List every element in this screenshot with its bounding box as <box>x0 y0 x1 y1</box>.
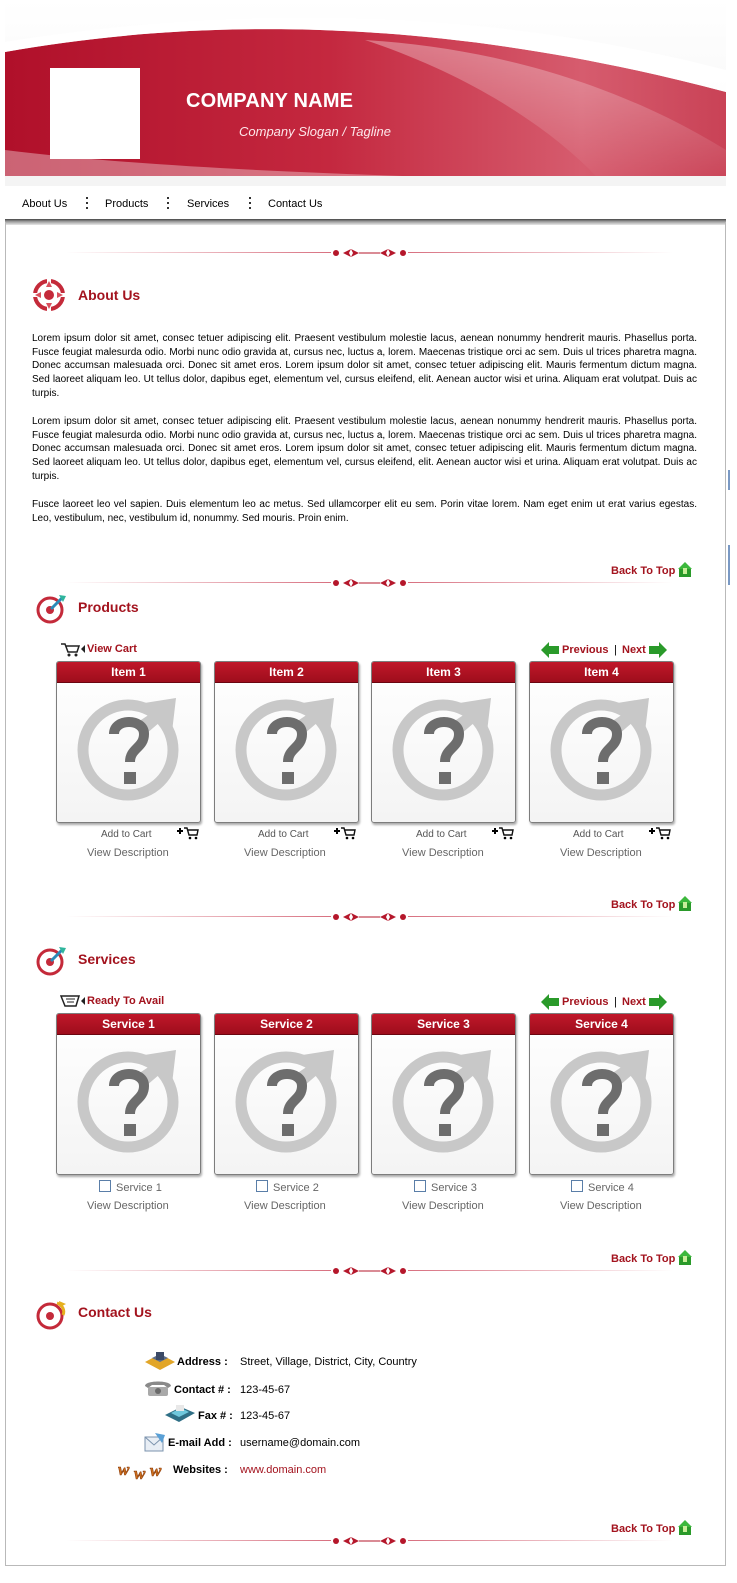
product-card-title: Item 4 <box>530 662 673 683</box>
email-envelope-icon <box>143 1431 167 1455</box>
services-target-icon <box>35 945 67 977</box>
view-description-link[interactable]: View Description <box>244 847 326 859</box>
about-us-title: About Us <box>78 287 141 303</box>
product-card-title: Item 1 <box>57 662 200 683</box>
placeholder-image-icon <box>387 1044 500 1157</box>
divider-ornament-icon <box>331 1536 408 1546</box>
email-label: E-mail Add : <box>168 1437 232 1449</box>
nav-separator <box>167 197 169 209</box>
company-name: COMPANY NAME <box>186 90 354 112</box>
service-4-checkbox[interactable] <box>571 1180 583 1192</box>
back-to-top-link[interactable]: Back To Top <box>611 565 676 577</box>
back-to-top-arrow-icon[interactable] <box>677 1250 693 1266</box>
view-description-link[interactable]: View Description <box>560 1200 642 1212</box>
fax-icon <box>163 1403 197 1425</box>
placeholder-image-icon <box>230 692 343 805</box>
services-title: Services <box>78 951 136 967</box>
placeholder-image-icon <box>230 1044 343 1157</box>
back-to-top-arrow-icon[interactable] <box>677 562 693 578</box>
product-card-title: Item 2 <box>215 662 358 683</box>
contact-number-value: 123-45-67 <box>240 1384 291 1396</box>
products-pager <box>541 642 671 658</box>
service-3-label: Service 3 <box>431 1182 477 1194</box>
section-divider <box>66 1266 673 1276</box>
add-to-cart-icon[interactable] <box>334 826 356 840</box>
about-paragraph-2: Lorem ipsum dolor sit amet, consec tetuer adipiscing elit. Praesent vestibulum molestie lacus, aenean nonummy hendrerit mauris. Phasellus porta. Fusce feugiat malesurda odio. Morbi nunc odio gravida at, cursus nec, luctus a, lorem. Maecenas tristique orci ac sem. Duis ul trices pharetra magna. Donec accumsan malesuada orci. Donec sit amet eros. Lorem ipsum dolor sit amet, consec tetuer adipiscing elit. Mauris fermentum dictum magna. Sed laoreet aliquam leo. Ut tellus dolor, dapibus eget, elementum vel, cursus eleifend, elit. Aenean auctor wisi et urina. Aliquam erat volutpat. Duis ac turpis. <box>32 416 697 482</box>
section-divider <box>66 578 673 588</box>
svg-text:w: w <box>150 1461 162 1480</box>
contact-number-label: Contact # : <box>174 1384 231 1396</box>
about-paragraph-1: Lorem ipsum dolor sit amet, consec tetuer adipiscing elit. Praesent vestibulum molestie lacus, aenean nonummy hendrerit mauris. Phasellus porta. Fusce feugiat malesurda odio. Morbi nunc odio gravida at, cursus nec, luctus a, lorem. Maecenas tristique orci ac sem. Duis ul trices pharetra magna. Donec accumsan malesuada orci. Donec sit amet eros. Lorem ipsum dolor sit amet, consec tetuer adipiscing elit. Mauris fermentum dictum magna. Sed laoreet aliquam leo. Ut tellus dolor, dapibus eget, elementum vel, cursus eleifend, elit. Aenean auctor wisi et urina. Aliquam erat volutpat. Duis ac turpis. <box>32 333 697 399</box>
company-slogan: Company Slogan / Tagline <box>239 124 392 139</box>
placeholder-image-icon <box>545 1044 658 1157</box>
view-description-link[interactable]: View Description <box>560 847 642 859</box>
scroll-edge-marker <box>728 545 730 585</box>
previous-arrow-icon[interactable] <box>541 642 559 658</box>
next-arrow-icon[interactable] <box>649 994 667 1010</box>
view-description-link[interactable]: View Description <box>402 1200 484 1212</box>
services-previous-link[interactable]: Previous <box>562 996 609 1008</box>
divider-ornament-icon <box>331 1266 408 1276</box>
pager-separator: | <box>614 644 617 656</box>
product-card[interactable] <box>214 661 359 823</box>
email-value[interactable]: username@domain.com <box>240 1437 360 1449</box>
view-description-link[interactable]: View Description <box>87 1200 169 1212</box>
address-value: Street, Village, District, City, Country <box>240 1356 417 1368</box>
service-3-checkbox[interactable] <box>414 1180 426 1192</box>
service-4-label: Service 4 <box>588 1182 634 1194</box>
product-card[interactable] <box>56 661 201 823</box>
address-building-icon <box>143 1350 177 1372</box>
products-next-link[interactable]: Next <box>622 644 646 656</box>
service-1-label: Service 1 <box>116 1182 162 1194</box>
service-1-checkbox[interactable] <box>99 1180 111 1192</box>
service-card[interactable] <box>56 1013 201 1175</box>
address-label: Address : <box>177 1356 228 1368</box>
service-card-title: Service 1 <box>57 1014 200 1035</box>
add-to-cart-link[interactable]: Add to Cart <box>416 829 467 840</box>
products-target-icon <box>35 593 67 625</box>
add-to-cart-link[interactable]: Add to Cart <box>101 829 152 840</box>
view-description-link[interactable]: View Description <box>87 847 169 859</box>
product-card[interactable] <box>529 661 674 823</box>
nav-contact-us[interactable]: Contact Us <box>268 198 323 210</box>
services-next-link[interactable]: Next <box>622 996 646 1008</box>
back-to-top-link[interactable]: Back To Top <box>611 1253 676 1265</box>
nav-about-us[interactable]: About Us <box>22 198 68 210</box>
previous-arrow-icon[interactable] <box>541 994 559 1010</box>
divider-ornament-icon <box>331 912 408 922</box>
page-header <box>5 0 726 186</box>
nav-services[interactable]: Services <box>187 198 230 210</box>
service-card[interactable] <box>371 1013 516 1175</box>
back-to-top-arrow-icon[interactable] <box>677 896 693 912</box>
scroll-edge-marker <box>728 470 730 490</box>
add-to-cart-icon[interactable] <box>492 826 514 840</box>
websites-label: Websites : <box>173 1464 228 1476</box>
products-title: Products <box>78 599 139 615</box>
service-card-title: Service 2 <box>215 1014 358 1035</box>
services-pager <box>541 994 671 1010</box>
nav-separator <box>249 197 251 209</box>
www-globe-icon <box>118 1458 170 1482</box>
divider-ornament-icon <box>331 578 408 588</box>
service-2-checkbox[interactable] <box>256 1180 268 1192</box>
back-to-top-link[interactable]: Back To Top <box>611 899 676 911</box>
section-divider <box>66 248 673 258</box>
ready-to-avail-label: Ready To Avail <box>87 995 165 1007</box>
company-logo-placeholder[interactable] <box>50 68 140 159</box>
view-description-link[interactable]: View Description <box>402 847 484 859</box>
cart-icon <box>60 642 86 657</box>
add-to-cart-link[interactable]: Add to Cart <box>258 829 309 840</box>
back-to-top-link[interactable]: Back To Top <box>611 1523 676 1535</box>
basket-icon <box>60 994 86 1009</box>
about-paragraph-3: Fusce laoreet leo vel sapien. Duis elementum leo ac metus. Sed ullamcorper elit eu sem. Porin vitae lorem. Nam eget enim ut erat varius egestas. Leo, vestibulum, nec, vestibulum id, nonummy. Sed mouris. Proin enim. <box>32 499 697 524</box>
placeholder-image-icon <box>387 692 500 805</box>
about-target-icon <box>33 279 65 311</box>
contact-us-title: Contact Us <box>78 1304 152 1320</box>
fax-value: 123-45-67 <box>240 1410 291 1422</box>
divider-ornament-icon <box>331 248 408 258</box>
products-previous-link[interactable]: Previous <box>562 644 609 656</box>
back-to-top-arrow-icon[interactable] <box>677 1520 693 1536</box>
placeholder-image-icon <box>545 692 658 805</box>
svg-text:w: w <box>118 1460 130 1479</box>
placeholder-image-icon <box>72 1044 185 1157</box>
website-link[interactable]: www.domain.com <box>240 1464 327 1476</box>
placeholder-image-icon <box>72 692 185 805</box>
view-description-link[interactable]: View Description <box>244 1200 326 1212</box>
main-nav <box>5 186 726 219</box>
product-card[interactable] <box>371 661 516 823</box>
service-card[interactable] <box>529 1013 674 1175</box>
section-divider <box>66 912 673 922</box>
fax-label: Fax # : <box>198 1410 233 1422</box>
svg-text:w: w <box>134 1464 146 1482</box>
section-divider <box>66 1536 673 1546</box>
service-card-title: Service 3 <box>372 1014 515 1035</box>
product-card-title: Item 3 <box>372 662 515 683</box>
add-to-cart-link[interactable]: Add to Cart <box>573 829 624 840</box>
pager-separator: | <box>614 996 617 1008</box>
service-2-label: Service 2 <box>273 1182 319 1194</box>
service-card-title: Service 4 <box>530 1014 673 1035</box>
add-to-cart-icon[interactable] <box>649 826 671 840</box>
next-arrow-icon[interactable] <box>649 642 667 658</box>
nav-products[interactable]: Products <box>105 198 149 210</box>
add-to-cart-icon[interactable] <box>177 826 199 840</box>
view-cart-label: View Cart <box>87 643 137 655</box>
phone-icon <box>142 1376 174 1398</box>
contact-target-icon <box>35 1299 67 1331</box>
service-card[interactable] <box>214 1013 359 1175</box>
nav-separator <box>86 197 88 209</box>
